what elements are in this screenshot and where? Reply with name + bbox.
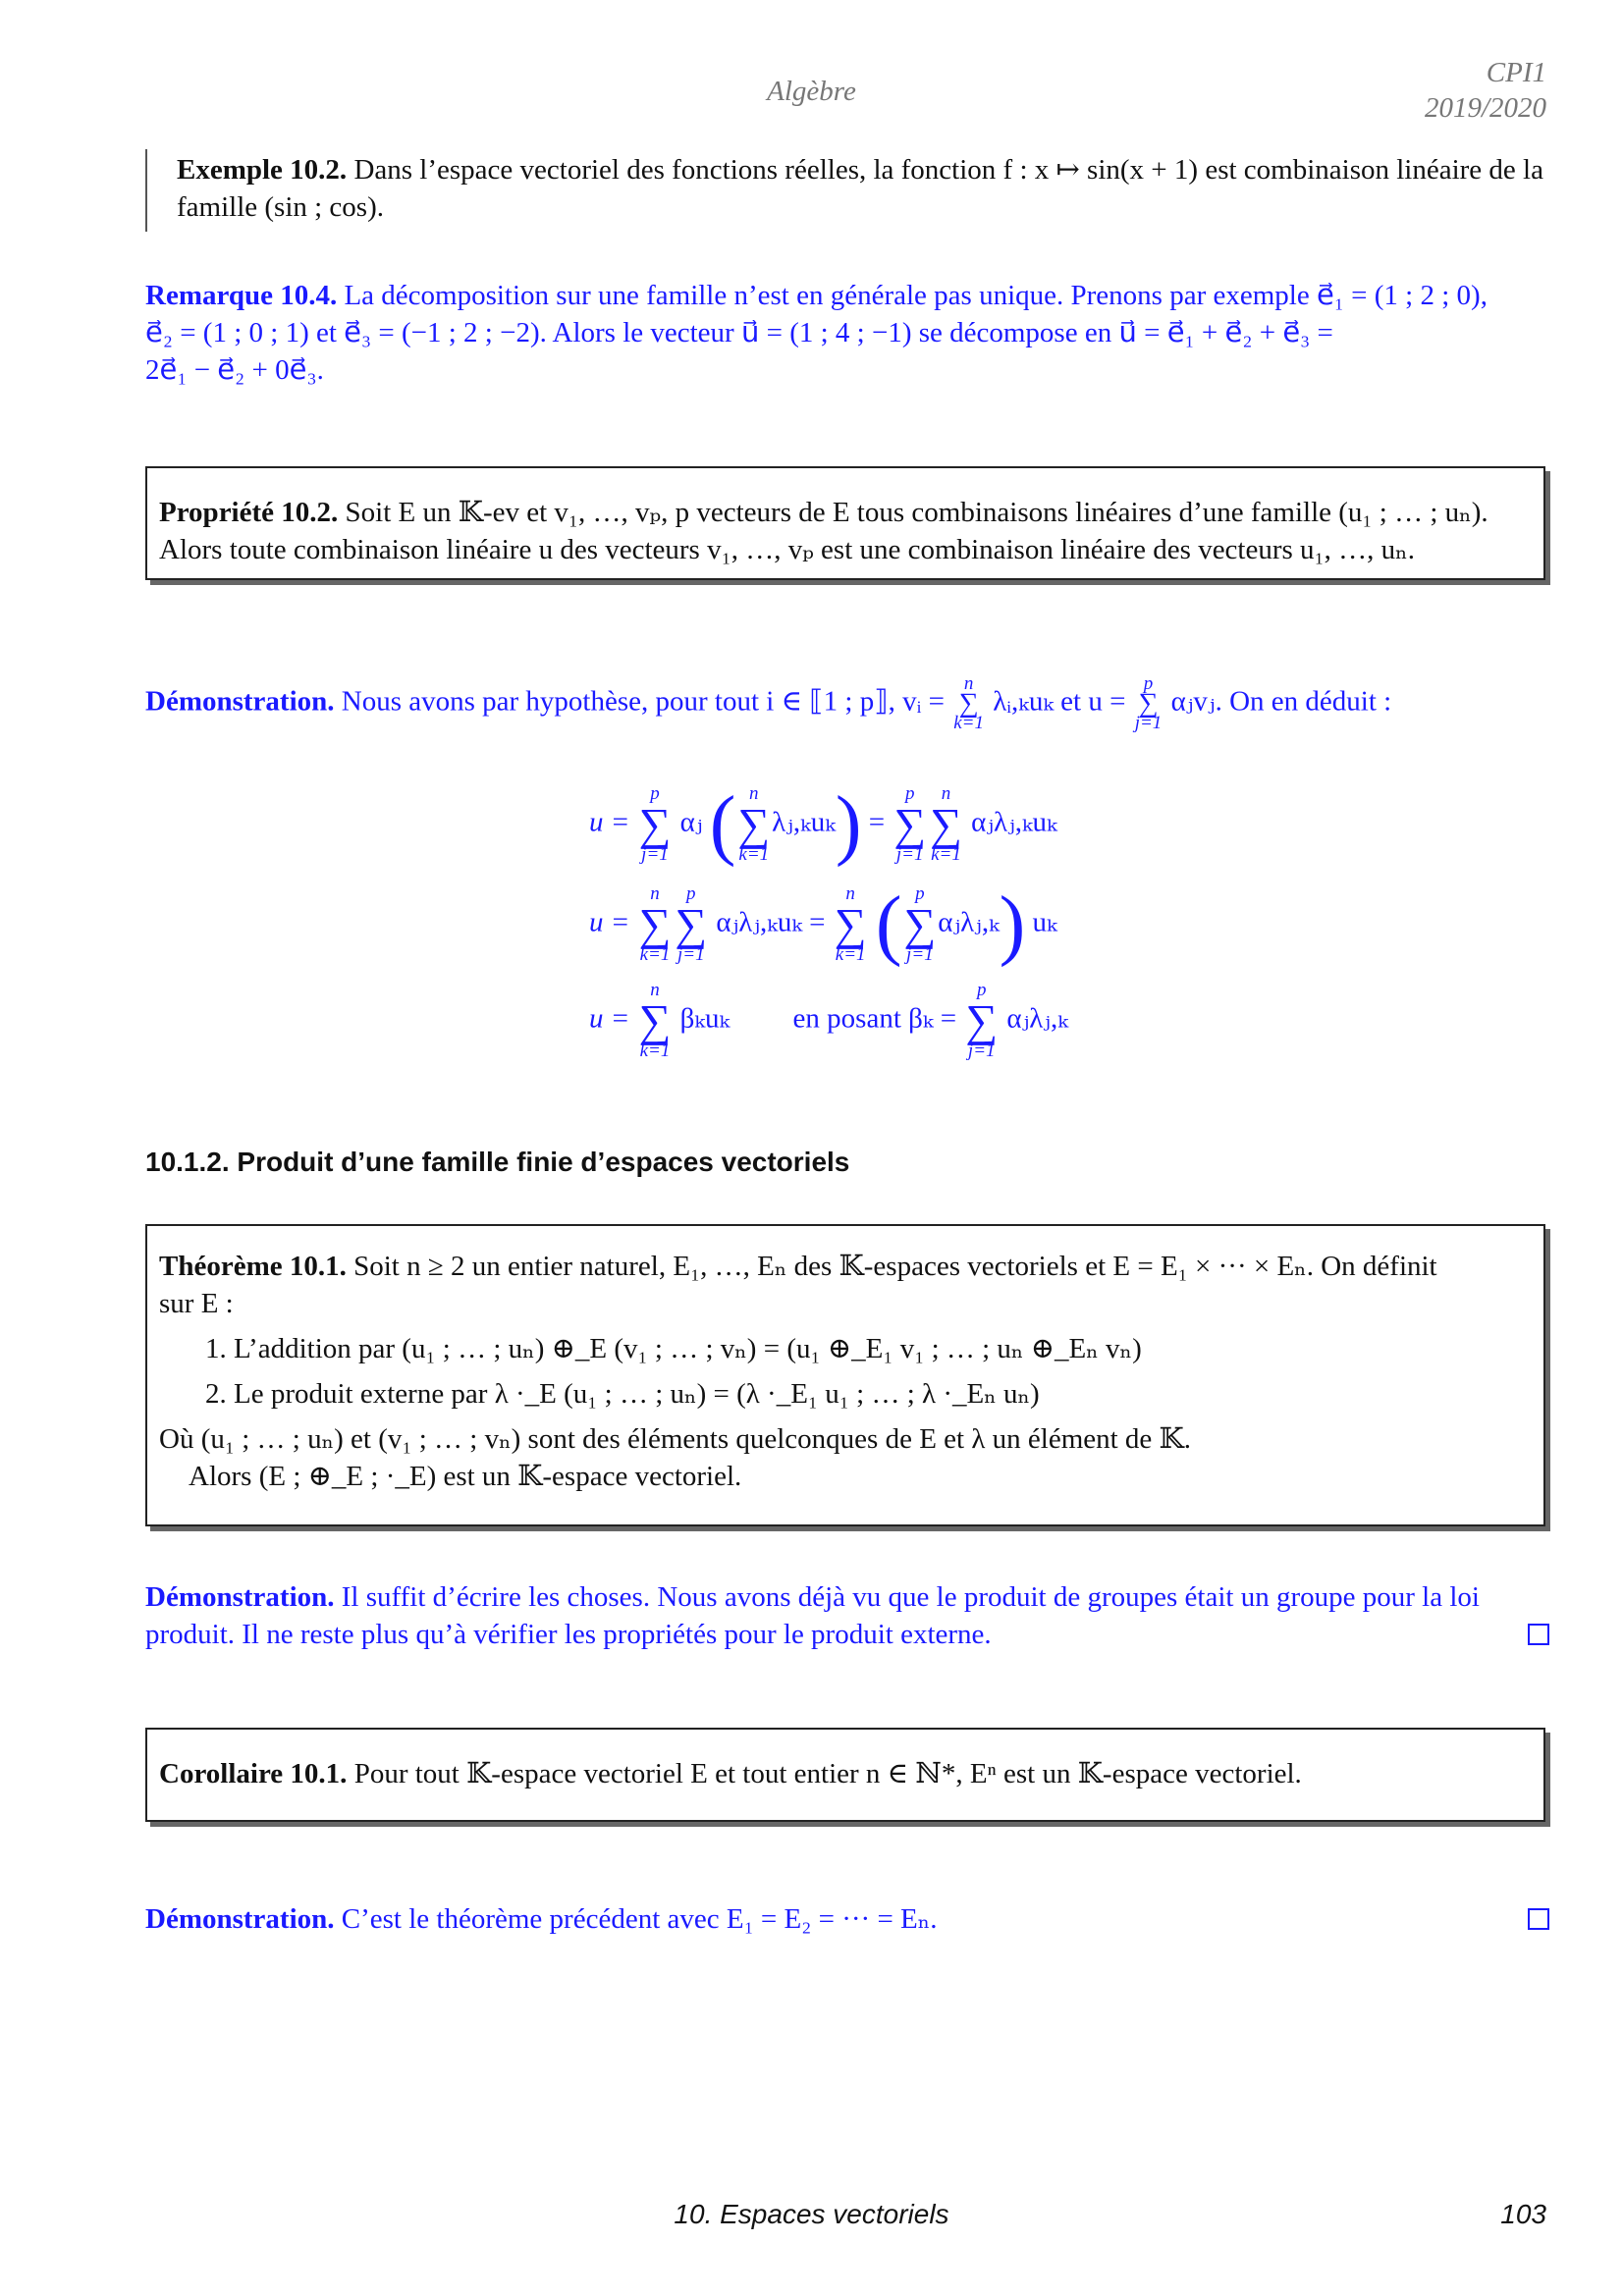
theorem-box — [145, 1224, 1545, 1526]
remark-line-2: e⃗₂ = (1 ; 0 ; 1) et e⃗₃ = (−1 ; 2 ; −2). Alors le vecteur u⃗ = (1 ; 4 ; −1) se décompose en u⃗ = e⃗₁ + e⃗₂ + e⃗₃ = — [145, 317, 1333, 348]
remark-line-3: 2e⃗₁ − e⃗₂ + 0e⃗₃. — [145, 354, 324, 386]
corollary-box — [145, 1728, 1545, 1822]
theorem-item-external-product: 2. Le produit externe par λ ·_E (u₁ ; … ; uₙ) = (λ ·_E₁ u₁ ; … ; λ ·_Eₙ uₙ) — [234, 1375, 1532, 1413]
sum-symbol: p ∑ j=1 — [965, 980, 999, 1061]
example-text: Dans l’espace vectoriel des fonctions réelles, la fonction f : x ↦ sin(x + 1) est combinaison linéaire de la famille (sin ; cos). — [177, 154, 1543, 223]
demo-2-line-2: produit. Il ne reste plus qu’à vérifier les propriétés pour le produit externe. — [145, 1619, 992, 1650]
footer-chapter: 10. Espaces vectoriels — [674, 2199, 949, 2229]
theorem-list — [159, 1330, 1532, 1413]
sum-symbol: n ∑ k=1 — [834, 883, 867, 965]
sum-symbol: p ∑ j=1 — [893, 783, 927, 865]
sum-symbol: n ∑ k=1 — [953, 673, 984, 733]
section-title: 10.1.2. Produit d’une famille finie d’espaces vectoriels — [145, 1147, 850, 1177]
sum-symbol: n ∑ k=1 — [638, 980, 672, 1061]
equation-line-3: u = n ∑ k=1 βₖuₖ en posant βₖ = p ∑ j=1 αⱼλⱼ,ₖ — [589, 980, 1068, 1061]
sum-symbol: p ∑ j=1 — [675, 883, 708, 965]
demo-1-intro-b: λᵢ,ₖuₖ et u = — [993, 685, 1126, 718]
course-code: CPI1 — [1486, 57, 1546, 88]
academic-year: 2019/2020 — [1424, 92, 1546, 124]
remark-line-1: La décomposition sur une famille n’est en générale pas unique. Prenons par exemple e⃗₁ = (1 ; 2 ; 0), — [344, 280, 1488, 311]
equation-line-1: u = p ∑ j=1 αⱼ ( n ∑ k=1 λⱼ,ₖuₖ) = p ∑ j=1 n ∑ k=1 αⱼλⱼ,ₖuₖ — [589, 781, 1057, 868]
remark-title: Remarque 10.4. — [145, 280, 338, 311]
theorem-line-2: sur E : — [159, 1288, 234, 1319]
demo-3-text: C’est le théorème précédent avec E₁ = E₂ = ··· = Eₙ. — [341, 1903, 938, 1935]
example-block — [145, 149, 1551, 232]
sum-symbol: p ∑ j=1 — [1134, 673, 1163, 733]
sum-symbol: n ∑ k=1 — [737, 783, 771, 865]
demo-2-line-1: Il suffit d’écrire les choses. Nous avons déjà vu que le produit de groupes était un groupe pour la loi — [341, 1581, 1480, 1613]
remark-block — [145, 277, 1549, 389]
sum-symbol: n ∑ k=1 — [638, 883, 672, 965]
demo-1-title: Démonstration. — [145, 685, 335, 718]
corollary-title: Corollaire 10.1. — [159, 1758, 348, 1789]
property-line-1: Soit E un 𝕂-ev et v₁, …, vₚ, p vecteurs de E tous combinaisons linéaires d’une famille (u₁ ; … ; uₙ). — [345, 497, 1488, 528]
qed-square-icon — [1528, 1908, 1549, 1930]
running-header-right — [1425, 55, 1546, 126]
property-line-2: Alors toute combinaison linéaire u des vecteurs v₁, …, vₚ est une combinaison linéaire des vecteurs u₁, …, uₙ. — [159, 534, 1415, 565]
demo-2-title: Démonstration. — [145, 1581, 335, 1613]
sum-symbol: p ∑ j=1 — [903, 883, 937, 965]
example-title: Exemple 10.2. — [177, 154, 348, 186]
demonstration-1-intro — [145, 675, 1540, 732]
sum-symbol: n ∑ k=1 — [930, 783, 962, 865]
property-box — [145, 466, 1545, 580]
theorem-title: Théorème 10.1. — [159, 1251, 347, 1282]
demo-1-intro-a: Nous avons par hypothèse, pour tout i ∈ ⟦1 ; p⟧, vᵢ = — [341, 685, 945, 718]
demonstration-2 — [145, 1578, 1549, 1653]
theorem-line-1: Soit n ≥ 2 un entier naturel, E₁, …, Eₙ des 𝕂-espaces vectoriels et E = E₁ × ··· × Eₙ. On définit — [353, 1251, 1437, 1282]
demo-3-title: Démonstration. — [145, 1903, 335, 1935]
equation-line-2: u = n ∑ k=1 p ∑ j=1 αⱼλⱼ,ₖuₖ = n ∑ k=1 ( p ∑ j=1 αⱼλⱼ,ₖ) uₖ — [589, 881, 1057, 968]
demo-1-intro-c: αⱼvⱼ. On en déduit : — [1170, 685, 1392, 718]
sum-symbol: p ∑ j=1 — [638, 783, 672, 865]
theorem-line-3: Où (u₁ ; … ; uₙ) et (v₁ ; … ; vₙ) sont des éléments quelconques de E et λ un élément de 𝕂. — [159, 1423, 1192, 1455]
page-number: 103 — [1500, 2199, 1546, 2229]
running-header-title: Algèbre — [767, 76, 856, 107]
demonstration-3 — [145, 1900, 1549, 1938]
theorem-item-addition: 1. L’addition par (u₁ ; … ; uₙ) ⊕_E (v₁ ; … ; vₙ) = (u₁ ⊕_E₁ v₁ ; … ; uₙ ⊕_Eₙ vₙ) — [234, 1330, 1532, 1367]
qed-square-icon — [1528, 1624, 1549, 1645]
corollary-text: Pour tout 𝕂-espace vectoriel E et tout entier n ∈ ℕ*, Eⁿ est un 𝕂-espace vectoriel. — [353, 1758, 1302, 1789]
theorem-line-4: Alors (E ; ⊕_E ; ·_E) est un 𝕂-espace vectoriel. — [189, 1461, 742, 1492]
property-title: Propriété 10.2. — [159, 497, 339, 528]
